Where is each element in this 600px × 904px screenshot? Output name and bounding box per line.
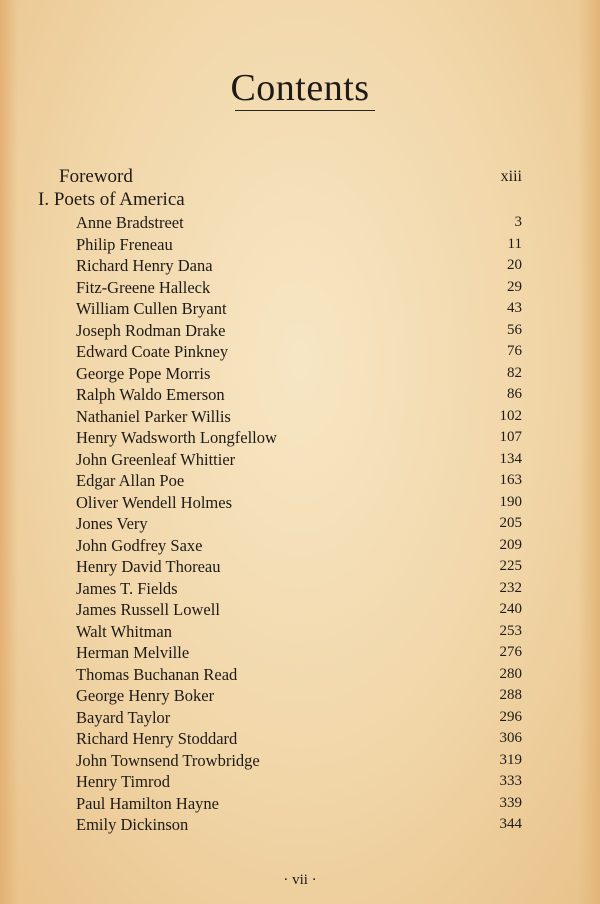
toc-entry-title: Ralph Waldo Emerson xyxy=(76,385,225,404)
toc-entry-page: 333 xyxy=(499,773,522,789)
toc-entry[interactable] xyxy=(0,342,600,364)
toc-entry-title: Joseph Rodman Drake xyxy=(76,320,226,340)
toc-entry-page: 82 xyxy=(507,364,522,381)
toc-entry-title: Anne Bradstreet xyxy=(76,213,184,232)
toc-entry-title: Edgar Allan Poe xyxy=(76,471,185,490)
toc-entry-title: Herman Melville xyxy=(76,643,190,662)
page-title: Contents xyxy=(230,67,370,109)
toc-entry-page: 240 xyxy=(499,601,522,617)
toc-entry-title: Nathaniel Parker Willis xyxy=(76,406,231,426)
toc-entry[interactable] xyxy=(0,686,600,708)
toc-entry-title: William Cullen Bryant xyxy=(76,299,227,318)
toc-entry[interactable] xyxy=(0,622,600,644)
toc-entry-title: Thomas Buchanan Read xyxy=(76,664,238,684)
toc-entry[interactable] xyxy=(0,557,600,579)
toc-entry-page: 107 xyxy=(499,429,522,445)
toc-entry-title: Emily Dickinson xyxy=(76,815,189,834)
toc-entry[interactable] xyxy=(0,772,600,794)
toc-entry-title: Jones Very xyxy=(76,514,148,533)
toc-entry[interactable] xyxy=(0,299,600,321)
toc-entry-page: 253 xyxy=(499,622,522,639)
toc-entry-title: Henry Timrod xyxy=(76,772,170,791)
toc-entry-page: 288 xyxy=(499,687,522,703)
toc-entry[interactable] xyxy=(0,450,600,472)
toc-entry-page: 20 xyxy=(507,257,522,273)
toc-entry-title: John Godfrey Saxe xyxy=(76,535,203,555)
toc-entry-page: 225 xyxy=(499,558,522,574)
toc-entry-page: 29 xyxy=(507,278,522,295)
toc-entry-page: 319 xyxy=(499,751,522,768)
toc-entry-title: Henry Wadsworth Longfellow xyxy=(76,428,277,447)
toc-entry-title: George Pope Morris xyxy=(76,363,211,383)
toc-entry[interactable] xyxy=(0,407,600,429)
toc-entry-title: James Russell Lowell xyxy=(76,600,220,619)
toc-entry-title: Henry David Thoreau xyxy=(76,557,221,576)
toc-entry[interactable] xyxy=(0,493,600,515)
toc-entry-title: Richard Henry Dana xyxy=(76,256,213,275)
toc-entry-page: 3 xyxy=(514,214,522,230)
toc-entry-page: 134 xyxy=(499,450,522,467)
toc-entry-page: 344 xyxy=(499,816,522,832)
toc-foreword[interactable] xyxy=(0,166,600,188)
toc-entry-page: 339 xyxy=(499,794,522,811)
toc-entry[interactable] xyxy=(0,708,600,730)
toc-entry[interactable] xyxy=(0,385,600,407)
toc-foreword-label: Foreword xyxy=(59,166,133,187)
toc-entry-title: James T. Fields xyxy=(76,578,178,598)
toc-entry-page: 205 xyxy=(499,515,522,531)
toc-entry-page: 306 xyxy=(499,730,522,746)
toc-entry-title: Walt Whitman xyxy=(76,621,172,641)
toc-entry-page: 276 xyxy=(499,644,522,660)
toc-entry-page: 280 xyxy=(499,665,522,682)
toc-entry-title: Richard Henry Stoddard xyxy=(76,729,238,748)
title-underline xyxy=(235,110,375,111)
toc-entry-page: 190 xyxy=(499,493,522,510)
toc-section-heading[interactable] xyxy=(0,189,600,211)
toc-entry-title: Fitz-Greene Halleck xyxy=(76,277,211,297)
toc-entry[interactable] xyxy=(0,579,600,601)
toc-entry-title: Oliver Wendell Holmes xyxy=(76,492,233,512)
toc-entry[interactable] xyxy=(0,751,600,773)
toc-section-label: I. Poets of America xyxy=(38,189,185,210)
toc-entry-page: 296 xyxy=(499,708,522,725)
toc-entry-page: 56 xyxy=(507,321,522,338)
toc-entry[interactable] xyxy=(0,364,600,386)
toc-entry-page: 76 xyxy=(507,343,522,359)
toc-entry[interactable] xyxy=(0,815,600,837)
toc-entry-page: 102 xyxy=(499,407,522,424)
toc-entry[interactable] xyxy=(0,794,600,816)
toc-entry[interactable] xyxy=(0,471,600,493)
toc-entry-page: 86 xyxy=(507,386,522,402)
toc-entry[interactable] xyxy=(0,278,600,300)
toc-entry-title: Edward Coate Pinkney xyxy=(76,342,229,361)
toc-entry-title: Philip Freneau xyxy=(76,234,173,254)
toc-entry[interactable] xyxy=(0,428,600,450)
toc-entry-title: George Henry Boker xyxy=(76,686,215,705)
toc-entry[interactable] xyxy=(0,643,600,665)
toc-entry-title: Paul Hamilton Hayne xyxy=(76,793,219,813)
toc-entry-title: John Greenleaf Whittier xyxy=(76,449,236,469)
toc-entry-title: John Townsend Trowbridge xyxy=(76,750,260,770)
toc-entry-page: 43 xyxy=(507,300,522,316)
toc-entry-page: 11 xyxy=(507,235,522,252)
toc-entry[interactable] xyxy=(0,600,600,622)
toc-entry[interactable] xyxy=(0,514,600,536)
toc-entry[interactable] xyxy=(0,536,600,558)
toc-entry-page: 163 xyxy=(499,472,522,488)
toc-entry-page: 232 xyxy=(499,579,522,596)
toc-entry-title: Bayard Taylor xyxy=(76,707,171,727)
page-number: · vii · xyxy=(283,872,317,888)
toc-foreword-page: xiii xyxy=(500,168,522,185)
toc-entry-page: 209 xyxy=(499,536,522,553)
toc-entry[interactable] xyxy=(0,321,600,343)
toc-entry[interactable] xyxy=(0,235,600,257)
toc-entry[interactable] xyxy=(0,213,600,235)
toc-entry[interactable] xyxy=(0,665,600,687)
toc-entry[interactable] xyxy=(0,729,600,751)
toc-entry[interactable] xyxy=(0,256,600,278)
